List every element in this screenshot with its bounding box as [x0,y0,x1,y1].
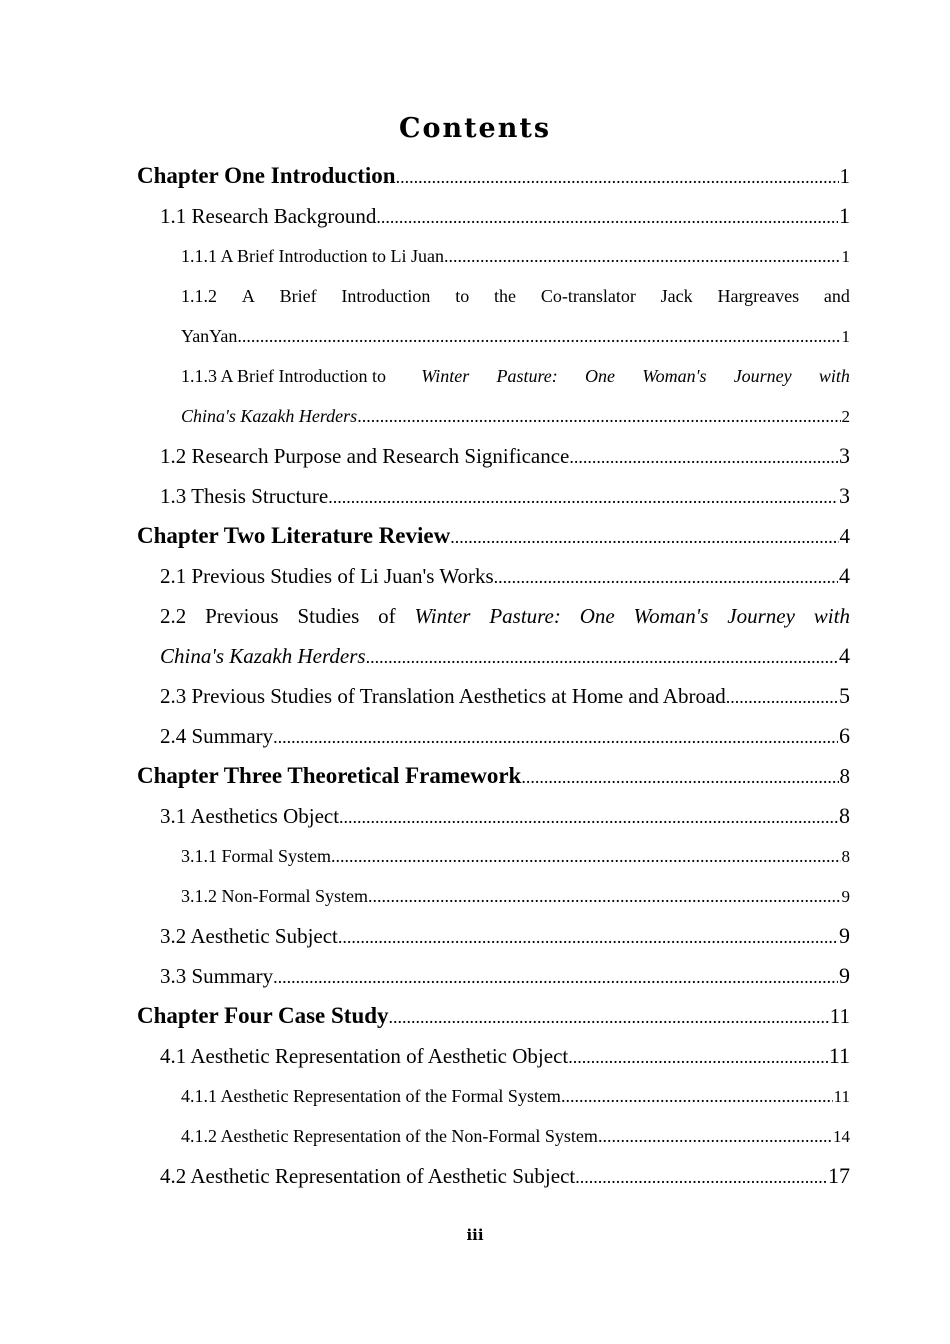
toc-page-number: 8 [839,764,850,788]
page-number-footer: iii [466,1226,484,1244]
dot-leader [339,797,838,837]
toc-page-number: 1 [839,203,850,228]
toc-entry-1-1[interactable] [137,196,850,236]
toc-page-number: 8 [839,803,850,828]
toc-entry-title: 3.2 Aesthetic Subject [160,924,338,948]
toc-entry-3-1-1[interactable] [137,836,850,876]
toc-entry-chapter-4[interactable] [137,996,850,1036]
dot-leader [368,876,841,916]
toc-page-number: 5 [839,683,850,708]
toc-entry-title: 2.3 Previous Studies of Translation Aesthetics at Home and Abroad [160,684,726,708]
toc-entry-title: Chapter Three Theoretical Framework [137,763,522,788]
dot-leader [331,836,840,876]
toc-page-number: 9 [839,963,850,988]
dot-leader [726,677,838,717]
toc-page-number: 8 [841,847,850,866]
toc-entry-title-line-2: China's Kazakh Herders [160,644,366,668]
dot-leader [575,1157,827,1197]
toc-entry-title: 1.3 Thesis Structure [160,484,329,508]
toc-page-number: 4 [839,643,850,668]
toc-entry-title-line-2: China's Kazakh Herders [181,406,358,426]
toc-entry-title: 1.1 Research Background [160,204,377,228]
toc-entry-4-1[interactable] [137,1036,850,1076]
dot-leader [237,316,840,356]
toc-entry-3-1[interactable] [137,796,850,836]
toc-entry-title: 3.1.2 Non-Formal System [181,886,368,906]
toc-entry-title: Chapter One Introduction [137,163,396,188]
toc-entry-3-2[interactable] [137,916,850,956]
dot-leader [389,997,829,1037]
dot-leader [273,957,838,997]
toc-page-number: 11 [833,1087,850,1106]
toc-entry-chapter-2[interactable] [137,516,850,556]
dot-leader [396,157,839,197]
dot-leader [521,757,838,797]
toc-entry-4-1-2[interactable] [137,1116,850,1156]
toc-entry-title: 2.1 Previous Studies of Li Juan's Works [160,564,494,588]
page-title: Contents [398,113,552,144]
table-of-contents [137,156,850,1196]
dot-leader [450,517,838,557]
toc-page-number: 3 [839,483,850,508]
dot-leader [568,1037,828,1077]
toc-entry-title: 3.3 Summary [160,964,274,988]
toc-entry-title: 3.1 Aesthetics Object [160,804,340,828]
toc-entry-title: 4.1.2 Aesthetic Representation of the Non-Formal System [181,1126,598,1146]
toc-page-number: 1 [841,327,850,346]
toc-entry-chapter-3[interactable] [137,756,850,796]
dot-leader [444,236,841,276]
toc-page-number: 6 [839,723,850,748]
dot-leader [338,917,838,957]
toc-entry-title: 3.1.1 Formal System [181,846,332,866]
toc-entry-title-line-1: 1.1.2 A Brief Introduction to the Co-translator Jack Hargreaves and [181,286,850,306]
toc-entry-title-line-2: YanYan [181,326,238,346]
toc-entry-title: 4.1.1 Aesthetic Representation of the Formal System [181,1086,561,1106]
dot-leader [328,477,838,517]
dot-leader [569,437,838,477]
toc-entry-3-3[interactable] [137,956,850,996]
toc-entry-2-1[interactable] [137,556,850,596]
toc-entry-1-3[interactable] [137,476,850,516]
toc-entry-title: Chapter Four Case Study [137,1003,389,1028]
dot-leader [494,557,838,597]
toc-page-number: 1 [839,164,850,188]
toc-entry-2-2[interactable] [137,596,850,676]
toc-entry-title: 4.2 Aesthetic Representation of Aesthetic Subject [160,1164,576,1188]
toc-entry-chapter-1[interactable] [137,156,850,196]
toc-page-number: 4 [839,524,850,548]
toc-entry-4-2[interactable] [137,1156,850,1196]
toc-entry-1-1-3[interactable] [137,356,850,436]
toc-page-number: 3 [839,443,850,468]
toc-entry-title: 2.4 Summary [160,724,274,748]
toc-entry-title: 1.2 Research Purpose and Research Significance [160,444,570,468]
toc-page-number: 11 [829,1004,850,1028]
toc-page-number: 4 [839,563,850,588]
toc-entry-title: Chapter Two Literature Review [137,523,451,548]
toc-entry-2-3[interactable] [137,676,850,716]
toc-page-number: 1 [841,247,850,266]
dot-leader [357,396,840,436]
toc-entry-3-1-2[interactable] [137,876,850,916]
toc-entry-2-4[interactable] [137,716,850,756]
toc-page-number: 14 [833,1127,850,1146]
toc-entry-4-1-1[interactable] [137,1076,850,1116]
toc-entry-title: 4.1 Aesthetic Representation of Aesthetic Object [160,1044,569,1068]
toc-entry-1-1-2[interactable] [137,276,850,356]
dot-leader [561,1076,833,1116]
dot-leader [366,637,838,677]
toc-entry-title-line-1: 1.1.3 A Brief Introduction to Winter Pasture: One Woman's Journey with [181,366,850,386]
toc-entry-title: 1.1.1 A Brief Introduction to Li Juan [181,246,444,266]
dot-leader [598,1116,832,1156]
dot-leader [273,717,838,757]
toc-entry-1-1-1[interactable] [137,236,850,276]
toc-entry-title-line-1: 2.2 Previous Studies of Winter Pasture: One Woman's Journey with [160,604,850,628]
toc-page-number: 17 [828,1163,850,1188]
toc-page-number: 9 [841,887,850,906]
toc-page-number: 2 [841,407,850,426]
toc-page-number: 11 [828,1043,850,1068]
toc-entry-1-2[interactable] [137,436,850,476]
toc-page-number: 9 [839,923,850,948]
dot-leader [376,197,838,237]
